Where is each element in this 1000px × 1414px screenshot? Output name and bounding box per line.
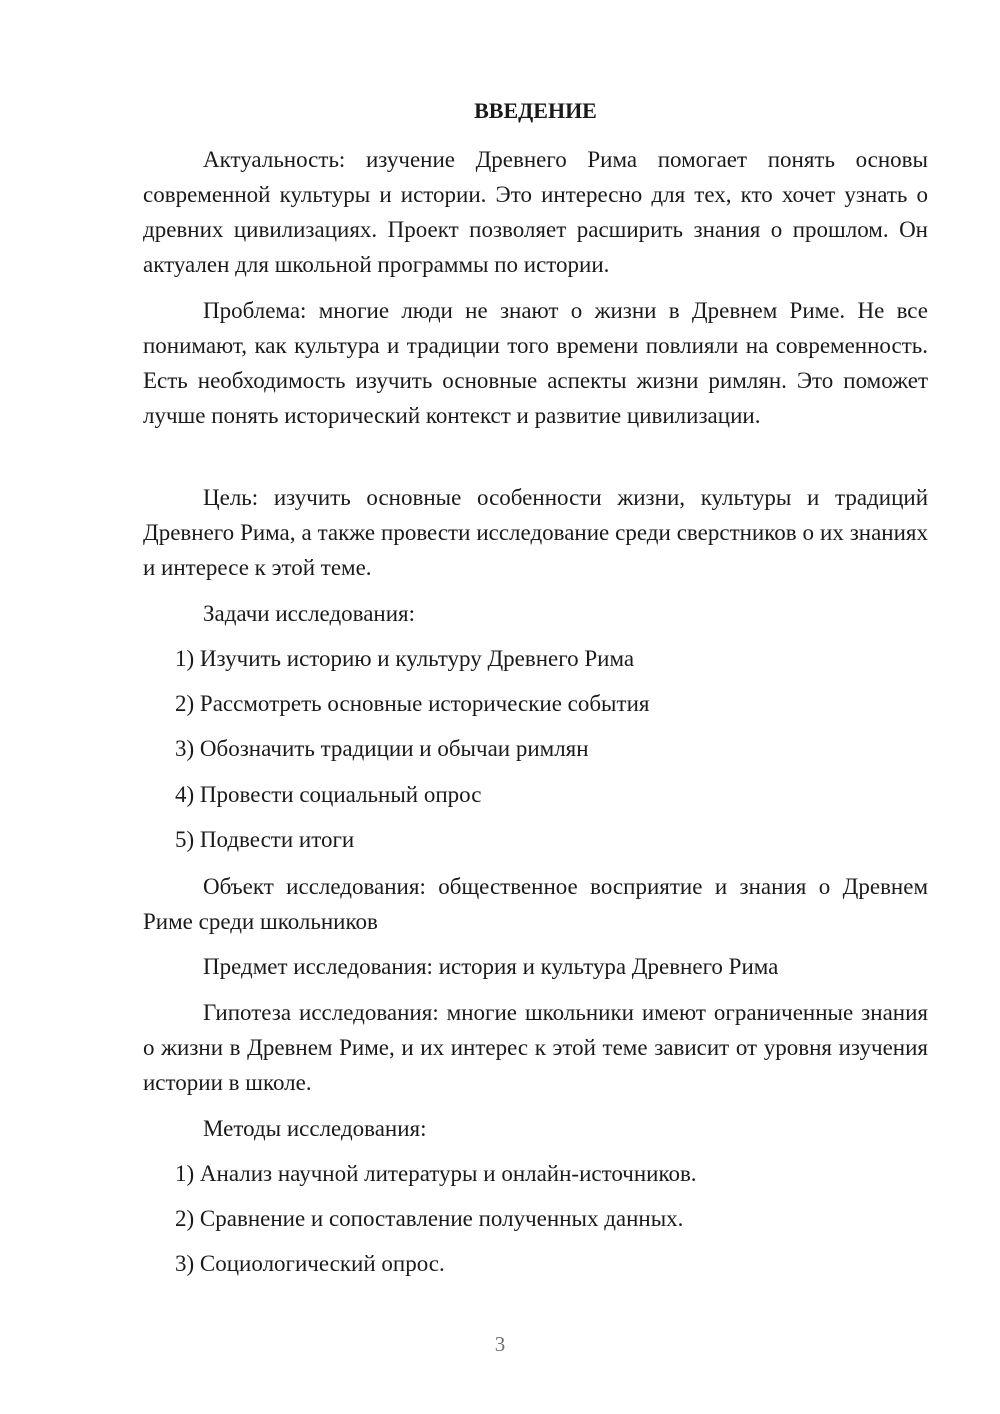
goal-paragraph [143,480,928,585]
task-item-1: 1) Изучить историю и культуру Древнего Рима [175,646,635,671]
methods-title: Методы исследования: [203,1116,427,1141]
relevance-text: Актуальность: изучение Древнего Рима помогает понять основы современной культуры и истории. Это интересно для тех, кто хочет узнать о древних цивилизациях. Проект позволяет расширить знания о прошлом. Он актуален для школьной программы по истории. [143,147,928,277]
problem-paragraph [143,293,928,433]
section-heading: ВВЕДЕНИЕ [474,98,597,123]
method-item-3: 3) Социологический опрос. [175,1251,445,1276]
task-item-5: 5) Подвести итоги [175,827,355,852]
object-text: Объект исследования: общественное восприятие и знания о Древнем Риме среди школьников [143,874,928,934]
hypothesis-text: Гипотеза исследования: многие школьники имеют ограниченные знания о жизни в Древнем Риме, и их интерес к этой теме зависит от уровня изучения истории в школе. [143,1000,928,1095]
problem-text: Проблема: многие люди не знают о жизни в Древнем Риме. Не все понимают, как культура и традиции того времени повлияли на современность. Есть необходимость изучить основные аспекты жизни римлян. Это поможет лучше понять исторический контекст и развитие цивилизации. [143,298,928,428]
goal-text: Цель: изучить основные особенности жизни, культуры и традиций Древнего Рима, а также провести исследование среди сверстников о их знаниях и интересе к этой теме. [143,485,928,580]
method-item-1: 1) Анализ научной литературы и онлайн-источников. [175,1161,697,1186]
tasks-title: Задачи исследования: [203,601,416,626]
object-paragraph [143,869,928,939]
method-item-2: 2) Сравнение и сопоставление полученных данных. [175,1206,684,1231]
task-item-3: 3) Обозначить традиции и обычаи римлян [175,736,589,761]
task-item-4: 4) Провести социальный опрос [175,782,482,807]
hypothesis-paragraph [143,995,928,1100]
page-number: 3 [494,1332,506,1356]
task-item-2: 2) Рассмотреть основные исторические события [175,691,650,716]
subject-text: Предмет исследования: история и культура Древнего Рима [203,954,779,979]
relevance-paragraph [143,142,928,282]
